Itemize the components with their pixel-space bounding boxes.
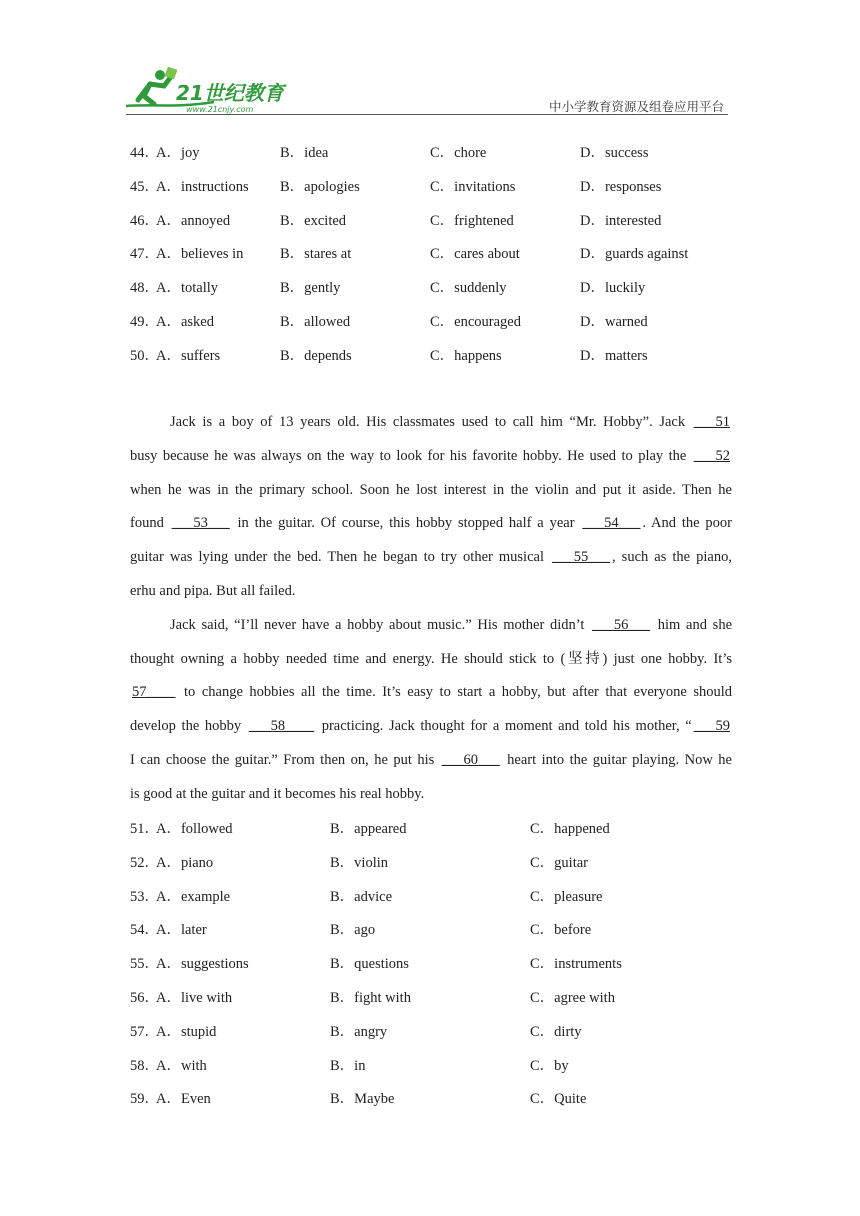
question-number: 55．	[130, 956, 159, 973]
answer-option: A．with	[156, 1057, 207, 1074]
svg-text:www.21cnjy.com: www.21cnjy.com	[186, 105, 254, 114]
answer-blank: ___58____	[248, 718, 315, 735]
answer-option: D．luckily	[580, 280, 646, 297]
answer-option: A．later	[156, 922, 207, 939]
passage-text: thought owning a hobby needed time and energy. He should stick to (坚持) just one hobby. It’s	[130, 650, 732, 667]
answer-option: A．believes in	[156, 246, 244, 263]
question-number: 46．	[130, 212, 159, 229]
question-number: 56．	[130, 990, 159, 1006]
answer-option: A．followed	[156, 821, 233, 837]
answer-option: B．apologies	[280, 178, 360, 195]
answer-option: D．success	[580, 145, 649, 161]
question-number: 57．	[130, 1023, 159, 1040]
answer-blank: ___56___	[592, 616, 651, 633]
answer-blank: ___55___	[552, 549, 611, 566]
passage-line	[130, 716, 732, 750]
question-number: 50．	[130, 347, 159, 364]
answer-option: A．annoyed	[156, 212, 231, 229]
passage-line	[130, 513, 732, 547]
passage-text: found	[130, 515, 170, 532]
question-number: 59．	[130, 1091, 159, 1108]
answer-option: D．interested	[580, 212, 662, 229]
answer-blank: 57____	[132, 684, 176, 701]
answer-blank: ___54___	[582, 515, 641, 532]
answer-option: B．excited	[280, 212, 347, 229]
answer-option: C．suddenly	[430, 280, 507, 297]
answer-option: C．before	[530, 922, 592, 939]
passage-line	[130, 750, 732, 784]
passage-line	[130, 547, 732, 581]
passage-text: is good at the guitar and it becomes his real hobby.	[130, 785, 425, 802]
answer-option: A．live with	[156, 990, 233, 1006]
passage-text: Jack is a boy of 13 years old. His classmates used to call him “Mr. Hobby”. Jack	[170, 414, 692, 430]
answer-option: A．totally	[156, 280, 219, 297]
passage-line	[130, 784, 732, 818]
answer-blank: ___60___	[441, 751, 500, 768]
answer-option: B．depends	[280, 347, 352, 364]
question-number: 45．	[130, 178, 159, 195]
answer-option: C．pleasure	[530, 888, 603, 905]
answer-option: C．happens	[430, 347, 502, 364]
answer-option: D．guards against	[580, 246, 689, 263]
answer-option: C．encouraged	[430, 314, 521, 330]
passage-body	[130, 412, 732, 818]
answer-option: A．Even	[156, 1091, 211, 1108]
answer-option: C．instruments	[530, 956, 622, 973]
question-number: 47．	[130, 246, 159, 263]
passage-text: practicing. Jack thought for a moment and told his mother, “	[316, 718, 692, 735]
passage-text: Jack said, “I’ll never have a hobby about music.” His mother didn’t	[170, 616, 591, 633]
answer-option: C．agree with	[530, 990, 615, 1006]
passage-line	[130, 649, 732, 683]
question-number: 49．	[130, 314, 159, 330]
passage-text: guitar was lying under the bed. Then he began to try other musical	[130, 549, 551, 566]
answer-option: B．stares at	[280, 246, 352, 263]
answer-option: A．asked	[156, 314, 214, 330]
answer-option: C．chore	[430, 145, 487, 161]
answer-option: A．instructions	[156, 178, 249, 195]
runner-logo-icon	[118, 66, 318, 116]
answer-option: C．happened	[530, 821, 610, 837]
answer-option: B．gently	[280, 280, 341, 297]
passage-text: to change hobbies all the time. It’s easy to start a hobby, but after that everyone should	[177, 684, 732, 701]
platform-label: 中小学教育资源及组卷应用平台	[548, 99, 724, 114]
answer-option: D．matters	[580, 347, 648, 364]
answer-option: B．questions	[330, 956, 409, 973]
passage-text: , such as the piano,	[612, 549, 732, 566]
answer-option: B．allowed	[280, 314, 351, 330]
answer-option: B．violin	[330, 854, 389, 871]
answer-option: A．joy	[156, 145, 200, 161]
passage-text: develop the hobby	[130, 718, 247, 735]
question-number: 54．	[130, 922, 159, 939]
answer-blank: ___53___	[171, 515, 230, 532]
question-number: 53．	[130, 888, 159, 905]
passage-line	[130, 480, 732, 514]
passage-text: him and she	[652, 616, 733, 633]
answer-blank: ___51	[693, 414, 730, 430]
answer-option: B．idea	[280, 145, 329, 161]
question-number: 44．	[130, 145, 159, 161]
answer-option: B．appeared	[330, 821, 407, 837]
answer-option: B．Maybe	[330, 1091, 395, 1108]
passage-text: . And the poor	[642, 515, 732, 532]
passage-text: heart into the guitar playing. Now he	[501, 751, 732, 768]
page-header	[118, 66, 728, 116]
answer-blank: ___52	[693, 447, 730, 464]
passage-text: when he was in the primary school. Soon he lost interest in the violin and put it aside. Then he	[130, 481, 732, 498]
passage-line	[130, 682, 732, 716]
question-number: 51．	[130, 821, 159, 837]
question-number: 58．	[130, 1057, 159, 1074]
answer-option: C．guitar	[530, 854, 588, 871]
passage-text: erhu and pipa. But all failed.	[130, 582, 296, 599]
question-number: 52．	[130, 854, 159, 871]
passage-text: busy because he was always on the way to look for his favorite hobby. He used to play the	[130, 447, 692, 464]
answer-option: C．frightened	[430, 212, 514, 229]
answer-option: C．invitations	[430, 178, 516, 195]
answer-blank: ___59	[693, 718, 730, 735]
passage-line	[130, 412, 732, 446]
passage-line	[130, 581, 732, 615]
question-number: 48．	[130, 280, 159, 297]
answer-option: C．cares about	[430, 246, 520, 263]
answer-option: A．suffers	[156, 347, 221, 364]
passage-line	[130, 615, 732, 649]
passage-line	[130, 446, 732, 480]
answer-option: D．warned	[580, 314, 648, 330]
answer-option: B．angry	[330, 1023, 388, 1040]
answer-option: B．fight with	[330, 990, 411, 1006]
answer-option: A．suggestions	[156, 956, 249, 973]
answer-option: C．by	[530, 1057, 569, 1074]
answer-option: B．in	[330, 1057, 366, 1074]
answer-option: A．stupid	[156, 1023, 217, 1040]
header-divider	[126, 114, 728, 115]
answer-option: C．Quite	[530, 1091, 587, 1108]
answer-option: B．advice	[330, 888, 393, 905]
site-logo	[118, 66, 318, 116]
answer-option: B．ago	[330, 922, 376, 939]
passage-text: in the guitar. Of course, this hobby stopped half a year	[231, 515, 581, 532]
answer-option: D．responses	[580, 178, 662, 195]
answer-option: A．piano	[156, 854, 214, 871]
svg-text:21世纪教育: 21世纪教育	[176, 81, 284, 105]
answer-option: C．dirty	[530, 1023, 582, 1040]
answer-option: A．example	[156, 888, 231, 905]
passage-text: I can choose the guitar.” From then on, he put his	[130, 751, 440, 768]
